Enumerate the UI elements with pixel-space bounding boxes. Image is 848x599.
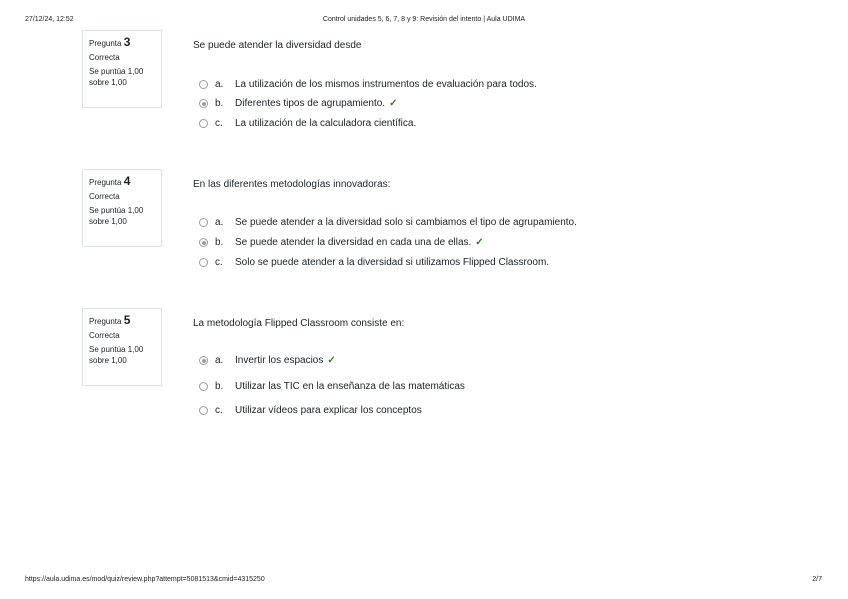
question-score-max: sobre 1,00: [89, 217, 127, 226]
answer-text: La utilización de los mismos instrumentos de evaluación para todos.: [235, 79, 537, 90]
question-number: 3: [123, 35, 131, 49]
question-label: Pregunta: [89, 317, 122, 326]
answer-option[interactable]: [199, 98, 397, 109]
question-info: [82, 169, 162, 247]
radio-button[interactable]: [199, 119, 208, 128]
question-status: Correcta: [89, 192, 120, 201]
answer-letter: a.: [215, 355, 224, 366]
question-info: [82, 30, 162, 108]
question-score-max: sobre 1,00: [89, 78, 127, 87]
question-status: Correcta: [89, 331, 120, 340]
print-date: 27/12/24, 12:52: [25, 16, 74, 23]
answer-letter: c.: [215, 257, 223, 268]
question-info: [82, 308, 162, 386]
question-score: Se puntúa 1,00: [89, 67, 144, 76]
question-text: En las diferentes metodologías innovadoras:: [193, 179, 391, 190]
answer-option[interactable]: [199, 355, 336, 366]
question-score: Se puntúa 1,00: [89, 345, 144, 354]
print-url: https://aula.udima.es/mod/quiz/review.php?attempt=5081513&cmid=4315250: [25, 576, 265, 583]
answer-letter: a.: [215, 217, 224, 228]
check-icon: ✓: [389, 98, 398, 109]
answer-letter: a.: [215, 79, 224, 90]
question-score: Se puntúa 1,00: [89, 206, 144, 215]
answer-text: Diferentes tipos de agrupamiento.: [235, 98, 386, 109]
question-text: Se puede atender la diversidad desde: [193, 40, 362, 51]
question-number: 5: [123, 313, 131, 327]
question-label: Pregunta: [89, 39, 122, 48]
answer-text: Utilizar vídeos para explicar los conceptos: [235, 405, 422, 416]
answer-text: La utilización de la calculadora científica.: [235, 118, 417, 129]
answer-text: Se puede atender la diversidad en cada una de ellas.: [235, 237, 472, 248]
answer-option[interactable]: [199, 79, 537, 90]
answer-letter: b.: [215, 98, 224, 109]
answer-text: Invertir los espacios: [235, 355, 324, 366]
question-number: 4: [123, 174, 131, 188]
check-icon: ✓: [475, 237, 484, 248]
radio-button[interactable]: [199, 406, 208, 415]
radio-button[interactable]: [199, 218, 208, 227]
answer-letter: b.: [215, 237, 224, 248]
print-page-number: 2/7: [812, 576, 822, 583]
answer-option[interactable]: [199, 257, 549, 268]
radio-button[interactable]: [199, 382, 208, 391]
question-score-max: sobre 1,00: [89, 356, 127, 365]
answer-letter: b.: [215, 381, 224, 392]
answer-text: Se puede atender a la diversidad solo si cambiamos el tipo de agrupamiento.: [235, 217, 577, 228]
radio-button[interactable]: [199, 80, 208, 89]
answer-option[interactable]: [199, 237, 484, 248]
answer-option[interactable]: [199, 118, 416, 129]
question-label: Pregunta: [89, 178, 122, 187]
answer-letter: c.: [215, 405, 223, 416]
question-3: [0, 30, 848, 150]
question-text: La metodología Flipped Classroom consiste en:: [193, 318, 405, 329]
radio-button-selected[interactable]: [199, 356, 208, 365]
radio-button[interactable]: [199, 258, 208, 267]
answer-letter: c.: [215, 118, 223, 129]
answer-option[interactable]: [199, 405, 422, 416]
check-icon: ✓: [327, 355, 336, 366]
question-5: [0, 308, 848, 428]
answer-option[interactable]: [199, 217, 577, 228]
answer-text: Solo se puede atender a la diversidad si utilizamos Flipped Classroom.: [235, 257, 550, 268]
answer-option[interactable]: [199, 381, 465, 392]
radio-button-selected[interactable]: [199, 238, 208, 247]
question-status: Correcta: [89, 53, 120, 62]
question-4: [0, 169, 848, 289]
answer-text: Utilizar las TIC en la enseñanza de las matemáticas: [235, 381, 465, 392]
radio-button-selected[interactable]: [199, 99, 208, 108]
print-page-title: Control unidades 5, 6, 7, 8 y 9: Revisión del intento | Aula UDIMA: [322, 16, 526, 23]
